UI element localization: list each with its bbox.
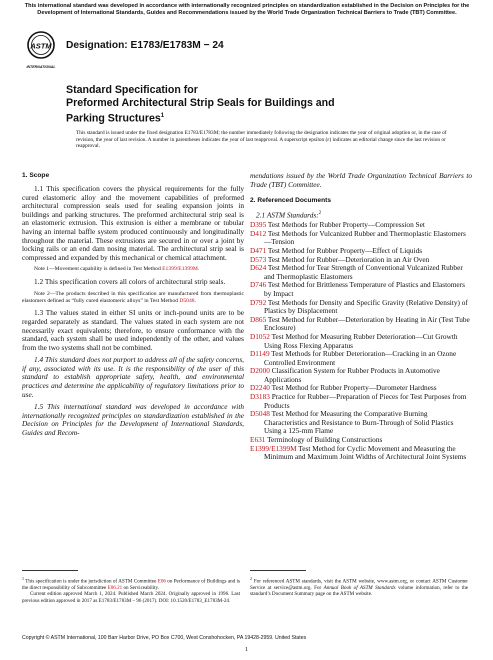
reference-title: Classification System for Rubber Products in Automotive Applications [264,366,440,384]
reference-code-link[interactable]: D412 [250,228,267,238]
logo-subtext: INTERNATIONAL [26,65,56,69]
reference-code-link[interactable]: D3183 [250,392,270,402]
reference-title: Test Methods for Rubber Property—Compression Set [266,220,425,230]
footnote-2 [250,576,468,598]
logo-text: ASTM [30,41,52,51]
footnote-1-mark: 1 [22,576,24,581]
wto-note: This international standard was developed in accordance with internationally recognized principles on standardization established in the Decision on Principles for the Development of International Standards, Guides and Recommendations issued by the World Trade Organization Technical Barriers to Trade (TBT) Committee. [24,3,470,16]
reference-title: Test Methods for Rubber Deterioration—Cracking in an Ozone Controlled Environment [264,349,457,367]
title-line-1: Standard Specification for [66,84,198,96]
reference-code-link[interactable]: D471 [250,245,267,255]
committee-link[interactable]: E06 [157,578,166,585]
note-2-link[interactable]: D5048 [179,297,195,304]
footnote-1-text-a: This specification is under the jurisdiction of ASTM Committee [24,578,158,585]
footnote-1 [22,576,240,604]
reference-item [250,281,472,298]
footnote-rule-left [22,570,78,571]
reference-code-link[interactable]: E631 [250,435,266,445]
reference-code-link[interactable]: D2000 [250,366,270,376]
footnote-1-edition: Current edition approved March 1, 2024. Published March 2024. Originally approved in 1996. Last previous edition approved in 2017 as E1783/E1783M – 96 (2017). DOI: 10.1520/E1783_E1783M-24. [22,591,240,604]
title-line-2: Preformed Architectural Strip Seals for Buildings and [66,97,335,110]
reference-item [250,333,472,350]
footnote-1-text-c: on Serviceability. [122,584,160,591]
reference-title: Test Method for Rubber—Deterioration by Heating in Air (Test Tube Enclosure) [264,314,470,333]
reference-title: Test Method for Rubber Property—Durometer Hardness [269,383,437,393]
reference-item [250,230,472,247]
reference-code-link[interactable]: D865 [250,314,267,324]
reference-code-link[interactable]: D5048 [250,409,270,419]
scope-heading: 1. Scope [22,172,50,179]
reference-title: Test Method for Brittleness Temperature of Plastics and Elastomers by Impact [264,280,465,298]
referenced-heading: 2. Referenced Documents [250,197,331,205]
note-1 [22,266,244,273]
note-2-text: Note 2—The products described in this specification are manufactured from thermoplastic elastomers defined as “fully cured elastomeric alloys” in Test Method [22,290,244,304]
astm-logo-icon [26,30,56,72]
reference-code-link[interactable]: D624 [250,263,267,273]
reference-item [250,350,472,367]
reference-list [250,221,472,462]
reference-code-link[interactable]: E1399/E1399M [250,443,297,453]
reference-code-link[interactable]: D1052 [250,331,270,341]
reference-title: Test Method for Cyclic Movement and Measuring the Minimum and Maximum Joint Widths of Architectural Joint Systems [264,443,467,462]
reference-item [250,264,472,281]
scope-1-2: 1.2 This specification covers all colors of architectural strip seals. [34,277,226,287]
reference-code-link[interactable]: D746 [250,280,267,290]
reference-item [250,316,472,333]
title-footnote-mark: 1 [160,113,165,120]
reference-item [250,410,472,436]
footnote-2-text-a: For referenced ASTM standards, visit the ASTM website, www.astm.org, or contact ASTM Customer Service at service@astm.org. For [250,578,468,591]
note-1-link[interactable]: E1399/E1399M [162,266,198,273]
reference-item [250,299,472,316]
note-2 [22,291,244,305]
reference-title: Terminology of Building Constructions [265,435,383,445]
issued-note: This standard is issued under the fixed designation E1783/E1783M; the number immediately following the designation indicates the year of original adoption or, in the case of revision, the year of last revision. A number in parentheses indicates the year of last reapproval. A superscript epsilon (ε) indicates an editorial change since the last revision or reapproval. [76,130,447,150]
footnote-2-text-b: volume information, refer to the standard’s Document Summary page on the ASTM website. [250,584,469,598]
reference-code-link[interactable]: D1149 [250,349,270,359]
scope-1-5-continued: mendations issued by the World Trade Organization Technical Barriers to Trade (TBT) Committee. [250,171,472,189]
reference-code-link[interactable]: D2240 [250,383,270,393]
note-1-end: . [197,266,200,273]
note-1-text: Note 1—Movement capability is defined in Test Method [34,266,163,273]
reference-item [250,367,472,384]
reference-title: Test Methods for Density and Specific Gravity (Relative Density) of Plastics by Displacement [264,297,468,316]
designation: Designation: E1783/E1783M − 24 [66,40,224,51]
reference-item [250,393,472,410]
reference-code-link[interactable]: D792 [250,297,267,307]
reference-title: Test Method for Measuring the Comparative Burning Characteristics and Resistance to Burn-Through of Solid Plastics Using a 125-mm Flame [264,409,454,436]
note-2-end: . [194,297,196,304]
reference-code-link[interactable]: D395 [250,220,267,230]
scope-1-4: 1.4 This standard does not purport to address all of the safety concerns, if any, associated with its use. It is the responsibility of the user of this standard to establish appropriate safety, health, and environmental practices and determine the applicability of regulatory limitations prior to use. [22,355,244,399]
reference-title: Test Methods for Vulcanized Rubber and Thermoplastic Elastomers—Tension [264,228,466,247]
right-column [250,172,472,462]
footnote-rule-right [250,570,306,571]
document-title [66,84,406,126]
astm-standards-footnote-mark: 2 [318,211,322,217]
footnote-2-mark: 2 [250,576,252,581]
astm-standards-lead [250,210,472,220]
reference-title: Practice for Rubber—Preparation of Pieces for Test Purposes from Products [264,392,467,410]
astm-standards-lead-text: 2.1 ASTM Standards: [256,210,319,220]
reference-title: Test Method for Measuring Rubber Deterioration—Cut Growth Using Ross Flexing Apparatus [264,331,458,350]
page-number: 1 [244,646,249,653]
reference-title: Test Method for Rubber Property—Effect of Liquids [266,245,423,255]
scope-1-3: 1.3 The values stated in either SI units or inch-pound units are to be regarded separately as standard. The values stated in each system are not necessarily exact equivalents; therefore, to ensure conformance with the standard, each system shall be used independently of the other, and values from the two systems shall not be combined. [22,308,244,352]
reference-item [250,445,472,462]
reference-title: Test Method for Tear Strength of Conventional Vulcanized Rubber and Thermoplastic Elastomers [264,263,463,281]
scope-1-1: 1.1 This specification covers the physical requirements for the fully cured elastomeric alloy and the movement capabilities of preformed architectural compression seals used for sealing expansion joints in buildings and parking structures. The preformed architectural strip seal is an elastomeric extrusion. This extrusion is either a membrane or tubular having an internal baffle system produced continuously and longitudinally throughout the material. These extrusions are secured in or over a joint by locking rails or an end dam nosing material. The architectural strip seal is compressed and expanded by this mechanical or chemical attachment. [22,184,244,262]
subcommittee-link[interactable]: E06.21 [107,584,123,591]
reference-title: Test Method for Rubber—Deterioration in an Air Oven [266,254,430,264]
scope-1-5: 1.5 This international standard was developed in accordance with internationally recognized principles on standardization established in the Decision on Principles for the Development of International Standards, Guides and Recom- [22,402,244,438]
left-column [22,172,244,442]
title-line-3: Parking Structures [66,112,161,125]
reference-code-link[interactable]: D573 [250,254,267,264]
copyright: Copyright © ASTM International, 100 Barr Harbor Drive, PO Box C700, West Conshohocken, PA 19428-2959. United States [22,635,307,641]
footnote-1-text-b: on Performance of Buildings and is the direct responsibility of Subcommittee [22,578,240,591]
footnote-2-italic: Annual Book of ASTM Standards [323,584,396,591]
